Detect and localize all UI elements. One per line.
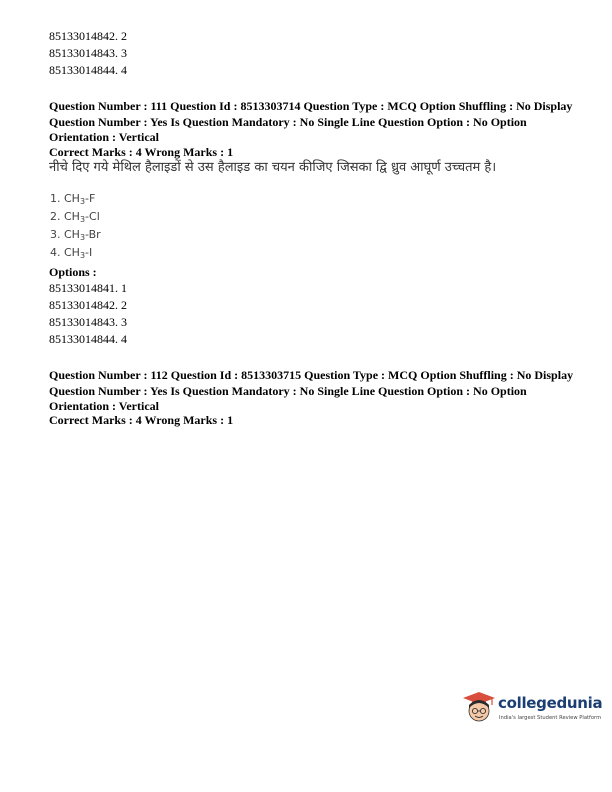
- q111-meta: Question Number : 111 Question Id : 8513303714 Question Type : MCQ Option Shuffling : No Display Question Number : Yes Is Question Mandatory : No Single Line Question Option : No Option Orientation : Vertical: [49, 99, 573, 145]
- q111-question-text: नीचे दिए गये मेथिल हैलाइडों से उस हैलाइड का चयन कीजिए जिसका द्वि ध्रुव आघूर्ण उच्चतम है।: [49, 160, 497, 175]
- option-line: 85133014844. 4: [49, 332, 127, 346]
- option-line: 85133014844. 4: [49, 63, 127, 77]
- q111-choice-2: 2. $CH_3-Cl$: [50, 210, 100, 224]
- q112-marks: Correct Marks : 4 Wrong Marks : 1: [49, 413, 234, 427]
- q111-choice-1: 1. $CH_3-F$: [50, 192, 96, 206]
- q111-choice-3: 3. $CH_3-Br$: [50, 228, 101, 242]
- q112-meta: Question Number : 112 Question Id : 8513303715 Question Type : MCQ Option Shuffling : No Display Question Number : Yes Is Question Mandatory : No Single Line Question Option : No Option Orientation : Vertical: [49, 368, 574, 414]
- q111-choice-4: 4. $CH_3-I$: [50, 246, 93, 260]
- q111-marks: Correct Marks : 4 Wrong Marks : 1: [49, 145, 234, 159]
- option-line: 85133014841. 1: [49, 281, 127, 295]
- graduate-mascot-icon: [462, 690, 496, 724]
- option-line: 85133014843. 3: [49, 315, 127, 329]
- logo-tagline: India's largest Student Review Platform: [499, 715, 602, 721]
- option-line: 85133014843. 3: [49, 46, 127, 60]
- option-line: 85133014842. 2: [49, 298, 127, 312]
- collegedunia-logo: [462, 688, 602, 736]
- logo-wordmark: collegedunia: [498, 694, 603, 712]
- option-line: 85133014842. 2: [49, 29, 127, 43]
- q111-options-label: Options :: [49, 265, 97, 279]
